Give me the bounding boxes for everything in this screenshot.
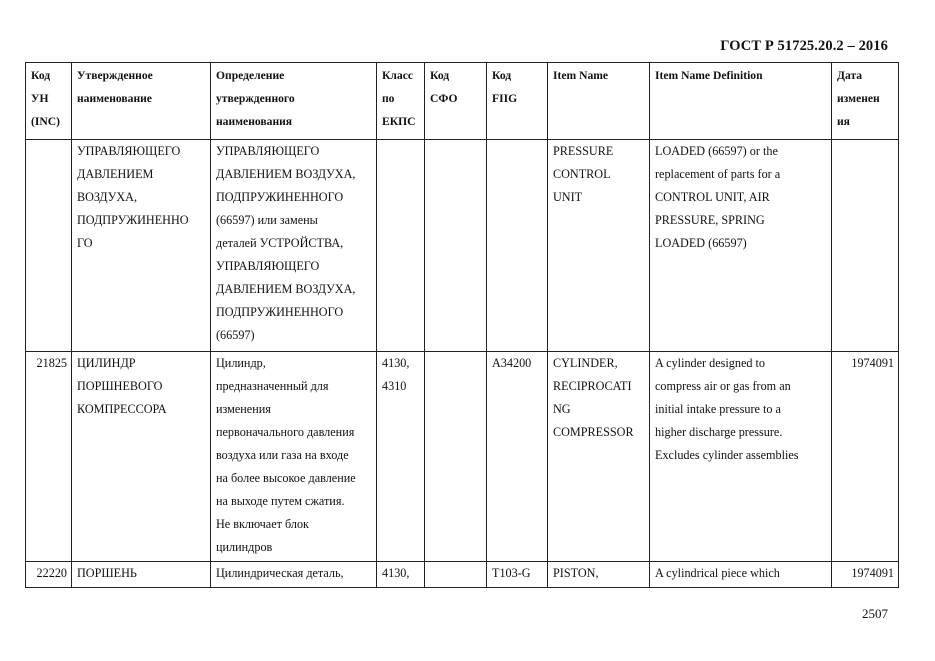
cell-line: ПОДПРУЖИНЕННО — [77, 213, 189, 227]
cell-line: 4130, — [382, 356, 410, 370]
cell-line: replacement of parts for a — [655, 167, 781, 181]
cell-line: ПОДПРУЖИНЕННОГО — [216, 305, 344, 319]
cell-line: ЦИЛИНДР — [77, 356, 136, 370]
cell-line: первоначального давления — [216, 425, 355, 439]
cell-line: Не включает блок — [216, 517, 309, 531]
cell-item-name — [548, 562, 650, 588]
header-sfo-code — [425, 63, 487, 140]
cell-line: RECIPROCATI — [553, 379, 632, 393]
header-line: Код — [492, 69, 512, 82]
cell-fiig-code — [487, 352, 548, 562]
cell-line: УПРАВЛЯЮЩЕГО — [216, 144, 320, 158]
cell-change-date — [832, 140, 899, 352]
table-row — [26, 352, 899, 562]
cell-line: CONTROL — [553, 167, 611, 181]
header-fiig-code — [487, 63, 548, 140]
cell-definition — [211, 562, 377, 588]
cell-line: T103-G — [492, 566, 531, 580]
header-line: Класс — [382, 69, 413, 82]
cell-definition — [211, 140, 377, 352]
cell-approved-name — [72, 140, 211, 352]
header-line: Код — [430, 69, 450, 82]
header-line: Item Name Definition — [655, 69, 763, 82]
cell-line: PRESSURE — [553, 144, 614, 158]
cell-line: ДАВЛЕНИЕМ ВОЗДУХА, — [216, 167, 356, 181]
header-inc-code — [26, 63, 72, 140]
cell-line: LOADED (66597) or the — [655, 144, 778, 158]
header-line: по — [382, 92, 395, 105]
cell-line: ПОРШЕНЬ — [77, 566, 137, 580]
cell-item-name — [548, 140, 650, 352]
inc-table — [25, 62, 899, 588]
cell-change-date — [832, 562, 899, 588]
table-row — [26, 140, 899, 352]
cell-line: ДАВЛЕНИЕМ ВОЗДУХА, — [216, 282, 356, 296]
cell-fiig-code — [487, 140, 548, 352]
cell-item-name-definition — [650, 352, 832, 562]
cell-line: на выходе путем сжатия. — [216, 494, 345, 508]
cell-line: Excludes cylinder assemblies — [655, 448, 799, 462]
header-line: наименование — [77, 92, 152, 105]
cell-line: 1974091 — [851, 356, 894, 370]
cell-line: на более высокое давление — [216, 471, 356, 485]
cell-line: УПРАВЛЯЮЩЕГО — [216, 259, 320, 273]
cell-line: PISTON, — [553, 566, 599, 580]
header-line: изменен — [837, 92, 880, 105]
cell-line: A cylindrical piece which — [655, 566, 780, 580]
header-line: Item Name — [553, 69, 609, 82]
cell-line: изменения — [216, 402, 271, 416]
cell-ekps-class — [377, 562, 425, 588]
cell-line: 21825 — [36, 356, 67, 370]
cell-line: (66597) — [216, 328, 255, 342]
cell-line: Цилиндр, — [216, 356, 266, 370]
cell-sfo-code — [425, 352, 487, 562]
cell-line: 22220 — [36, 566, 67, 580]
cell-line: A cylinder designed to — [655, 356, 766, 370]
cell-line: initial intake pressure to a — [655, 402, 781, 416]
header-item-name-definition — [650, 63, 832, 140]
cell-change-date — [832, 352, 899, 562]
cell-line: ПОДПРУЖИНЕННОГО — [216, 190, 344, 204]
cell-line: Цилиндрическая деталь, — [216, 566, 344, 580]
header-definition — [211, 63, 377, 140]
cell-line: 1974091 — [851, 566, 894, 580]
cell-item-name-definition — [650, 140, 832, 352]
header-line: утвержденного — [216, 92, 295, 105]
cell-line: 4130, — [382, 566, 410, 580]
cell-approved-name — [72, 352, 211, 562]
cell-line: PRESSURE, SPRING — [655, 213, 765, 227]
cell-inc-code — [26, 140, 72, 352]
cell-sfo-code — [425, 140, 487, 352]
cell-line: compress air or gas from an — [655, 379, 791, 393]
cell-line: ГО — [77, 236, 93, 250]
cell-line: деталей УСТРОЙСТВА, — [216, 236, 344, 250]
cell-line: CONTROL UNIT, AIR — [655, 190, 770, 204]
table-row — [26, 562, 899, 588]
cell-line: 4310 — [382, 379, 407, 393]
header-line: ия — [837, 115, 850, 128]
cell-line: воздуха или газа на входе — [216, 448, 349, 462]
cell-line: higher discharge pressure. — [655, 425, 783, 439]
header-item-name — [548, 63, 650, 140]
cell-line: A34200 — [492, 356, 532, 370]
page-number: 2507 — [862, 606, 888, 621]
cell-line: КОМПРЕССОРА — [77, 402, 167, 416]
header-approved-name — [72, 63, 211, 140]
cell-line: предназначенный для — [216, 379, 329, 393]
cell-approved-name — [72, 562, 211, 588]
cell-item-name — [548, 352, 650, 562]
header-change-date — [832, 63, 899, 140]
header-line: ЕКПС — [382, 115, 416, 128]
cell-inc-code — [26, 562, 72, 588]
cell-line: LOADED (66597) — [655, 236, 747, 250]
cell-line: ДАВЛЕНИЕМ — [77, 167, 154, 181]
cell-ekps-class — [377, 352, 425, 562]
cell-line: УПРАВЛЯЮЩЕГО — [77, 144, 181, 158]
table-header-row — [26, 63, 899, 140]
cell-line: ПОРШНЕВОГО — [77, 379, 163, 393]
header-line: наименования — [216, 115, 293, 128]
cell-line: UNIT — [553, 190, 583, 204]
cell-line: NG — [553, 402, 571, 416]
cell-ekps-class — [377, 140, 425, 352]
header-line: Дата — [837, 69, 863, 82]
header-line: FIIG — [492, 92, 518, 105]
header-line: УН — [31, 92, 49, 105]
cell-line: CYLINDER, — [553, 356, 618, 370]
cell-definition — [211, 352, 377, 562]
header-line: Утвержденное — [77, 69, 153, 82]
header-line: (INC) — [31, 115, 60, 128]
cell-item-name-definition — [650, 562, 832, 588]
header-line: СФО — [430, 92, 458, 105]
header-line: Код — [31, 69, 51, 82]
cell-line: COMPRESSOR — [553, 425, 634, 439]
header-ekps-class — [377, 63, 425, 140]
cell-line: цилиндров — [216, 540, 273, 554]
cell-inc-code — [26, 352, 72, 562]
header-line: Определение — [216, 69, 285, 82]
standard-code: ГОСТ Р 51725.20.2 – 2016 — [720, 38, 888, 54]
cell-line: (66597) или замены — [216, 213, 318, 227]
cell-fiig-code — [487, 562, 548, 588]
cell-sfo-code — [425, 562, 487, 588]
cell-line: ВОЗДУХА, — [77, 190, 138, 204]
